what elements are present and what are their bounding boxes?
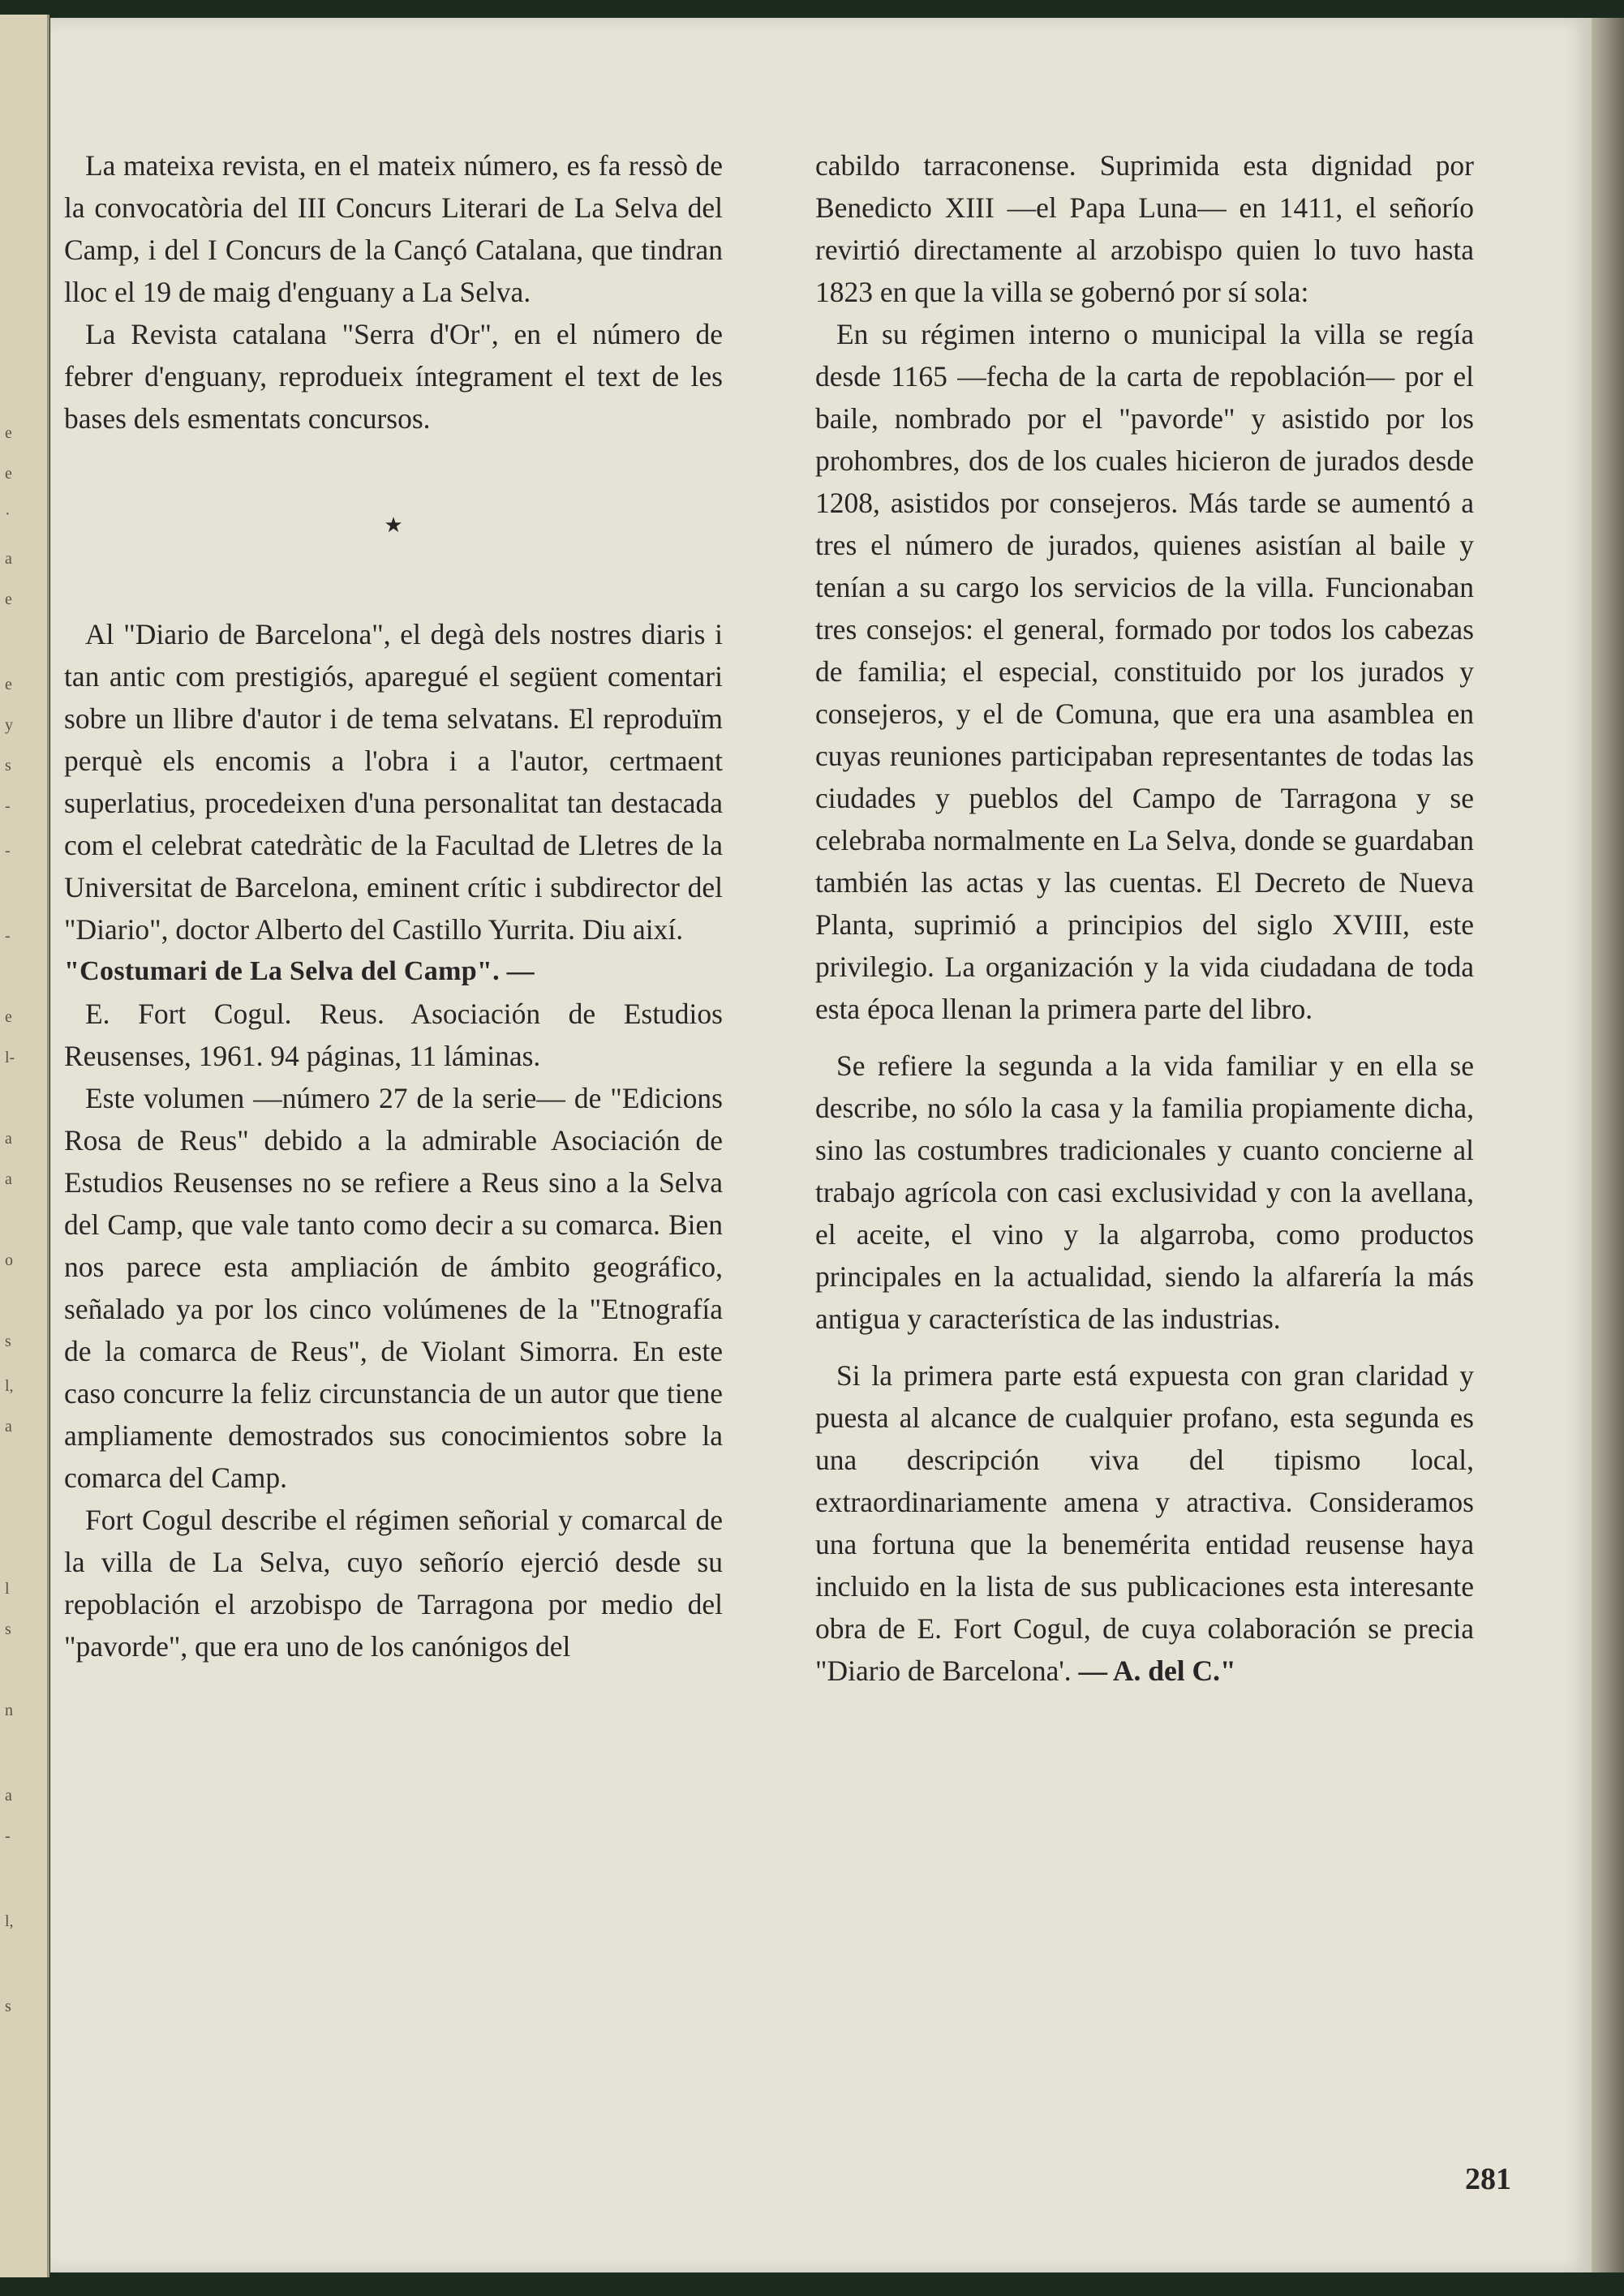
paragraph-municipal-regime: En su régimen interno o municipal la villa se regía desde 1165 —fecha de la carta de repoblación— por el baile, nombrado por el "pavorde" y asistido por los prohombres, dos de los cuales hicieron de jurados desde 1208, asistidos por consejeros. Más tarde se aumentó a tres el número de jurados, quienes asistían al baile y tenían a su cargo los servicios de la villa. Funcionaban tres consejos: el general, formado por todos los cabezas de familia; el especial, constituido por los jurados y consejeros, y el de Comuna, que era una asamblea en cuyas reuniones participaban representantes de todas las ciudades y pueblos del Campo de Tarragona y se celebraba normalmente en La Selva, donde se guardaban también las actas y las cuentas. El Decreto de Nueva Planta, suprimió a principios del siglo XVIII, este privilegio. La organización y la vida ciudadana de toda esta época llenan la primera parte del libro. bbox=[815, 318, 1474, 1025]
edge-glyph: l- bbox=[5, 1049, 15, 1066]
page-binding-shadow bbox=[1592, 18, 1624, 2272]
review-bibliographic-info: E. Fort Cogul. Reus. Asociación de Estudios Reusenses, 1961. 94 páginas, 11 láminas. bbox=[64, 998, 723, 1072]
edge-glyph: e bbox=[5, 424, 12, 442]
edge-glyph: s bbox=[5, 1998, 11, 2015]
edge-glyph: · bbox=[5, 505, 11, 523]
edge-glyph: a bbox=[5, 1170, 12, 1188]
edge-glyph: a bbox=[5, 1787, 12, 1805]
edge-glyph: l, bbox=[5, 1912, 14, 1930]
paragraph-diario-intro: Al "Diario de Barcelona", el degà dels nostres diaris i tan antic com prestigiós, aparegué el següent comentari sobre un llibre d'autor i de tema selvatans. El reproduïm perquè els encomis a l'obra i a l'autor, certmaent superlatius, procedeixen d'una personalitat tan destacada com el celebrat catedràtic de la Facultad de Lletres de la Universitat de Barcelona, eminent crític i subdirector del "Diario", doctor Alberto del Castillo Yurrita. Diu així. bbox=[64, 618, 723, 946]
paragraph-cabildo: cabildo tarraconense. Suprimida esta dignidad por Benedicto XIII —el Papa Luna— en 1411, el señorío revirtió directamente al arzobispo quien lo tuvo hasta 1823 en que la villa se gobernó por sí sola: bbox=[815, 149, 1474, 308]
right-column bbox=[815, 144, 1474, 1692]
edge-glyph: e bbox=[5, 676, 12, 693]
edge-glyph: l, bbox=[5, 1377, 14, 1395]
paragraph-review-regime: Fort Cogul describe el régimen señorial y comarcal de la villa de La Selva, cuyo señorío ejerció desde su repoblación el arzobispo de Tarragona por medio del "pavorde", que era uno de los canónigos del bbox=[64, 1504, 723, 1663]
paragraph-review-volume: Este volumen —número 27 de la serie— de "Edicions Rosa de Reus" debido a la admirable Asociación de Estudios Reusenses no se refiere a Reus sino a la Selva del Camp, que vale tanto como decir a su comarca. Bien nos parece esta ampliación de ámbito geográfico, señalado ya por los cinco volúmenes de la "Etnografía de la comarca de Reus", de Violant Simorra. En este caso concurre la feliz circunstancia de un autor que tiene ampliamente demostrados sus conocimientos sobre la comarca del Camp. bbox=[64, 1082, 723, 1494]
edge-glyph: a bbox=[5, 1418, 12, 1436]
left-column bbox=[64, 144, 723, 1667]
star-separator: ★ bbox=[384, 513, 403, 537]
edge-glyph: - bbox=[5, 1827, 11, 1845]
edge-glyph: - bbox=[5, 842, 11, 860]
edge-glyph: s bbox=[5, 757, 11, 775]
paragraph-family-life: Se refiere la segunda a la vida familiar y en ella se describe, no sólo la casa y la familia propiamente dicha, sino las costumbres tradicionales y cuanto concierne al trabajo agrícola con casi exclusividad y con la avellana, el aceite, el vino y la algarroba, como productos principales en la actualidad, siendo la alfarería la más antigua y característica de las industrias. bbox=[815, 1049, 1474, 1335]
edge-glyph: s bbox=[5, 1620, 11, 1638]
edge-glyph: e bbox=[5, 1008, 12, 1026]
edge-glyph: e bbox=[5, 465, 12, 483]
review-title: "Costumari de La Selva del Camp". — bbox=[64, 956, 535, 986]
paragraph-conclusion bbox=[815, 1354, 1474, 1692]
edge-glyph: y bbox=[5, 716, 13, 734]
edge-glyph: l bbox=[5, 1580, 10, 1598]
edge-glyph: a bbox=[5, 1130, 12, 1148]
paragraph-serra-dor-contest: La mateixa revista, en el mateix número, es fa ressò de la convocatòria del III Concurs Literari de La Selva del Camp, i del I Concurs de la Cançó Catalana, que tindran lloc el 19 de maig d'enguany a La Selva. bbox=[64, 149, 723, 308]
paragraph-serra-dor-bases: La Revista catalana "Serra d'Or", en el número de febrer d'enguany, reprodueix íntegrament el text de les bases dels esmentats concursos. bbox=[64, 318, 723, 435]
edge-glyph: o bbox=[5, 1251, 13, 1269]
previous-page-edge bbox=[0, 15, 49, 2277]
edge-glyph: - bbox=[5, 927, 11, 945]
edge-glyph: e bbox=[5, 590, 12, 608]
edge-glyph: a bbox=[5, 550, 12, 568]
edge-glyph: - bbox=[5, 797, 11, 815]
conclusion-text: Si la primera parte está expuesta con gran claridad y puesta al alcance de cualquier profano, esta segunda es una descripción viva del tipismo local, extraordinariamente amena y atractiva. Consideramos una fortuna que la benemérita entidad reusense haya incluido en la lista de sus publicaciones esta interesante obra de E. Fort Cogul, de cuya colaboración se precia "Diario de Barcelona'. bbox=[815, 1359, 1474, 1687]
edge-glyph: n bbox=[5, 1702, 13, 1719]
review-signature: — A. del C." bbox=[1078, 1654, 1236, 1687]
edge-glyph: s bbox=[5, 1333, 11, 1350]
page-number: 281 bbox=[1465, 2162, 1511, 2196]
